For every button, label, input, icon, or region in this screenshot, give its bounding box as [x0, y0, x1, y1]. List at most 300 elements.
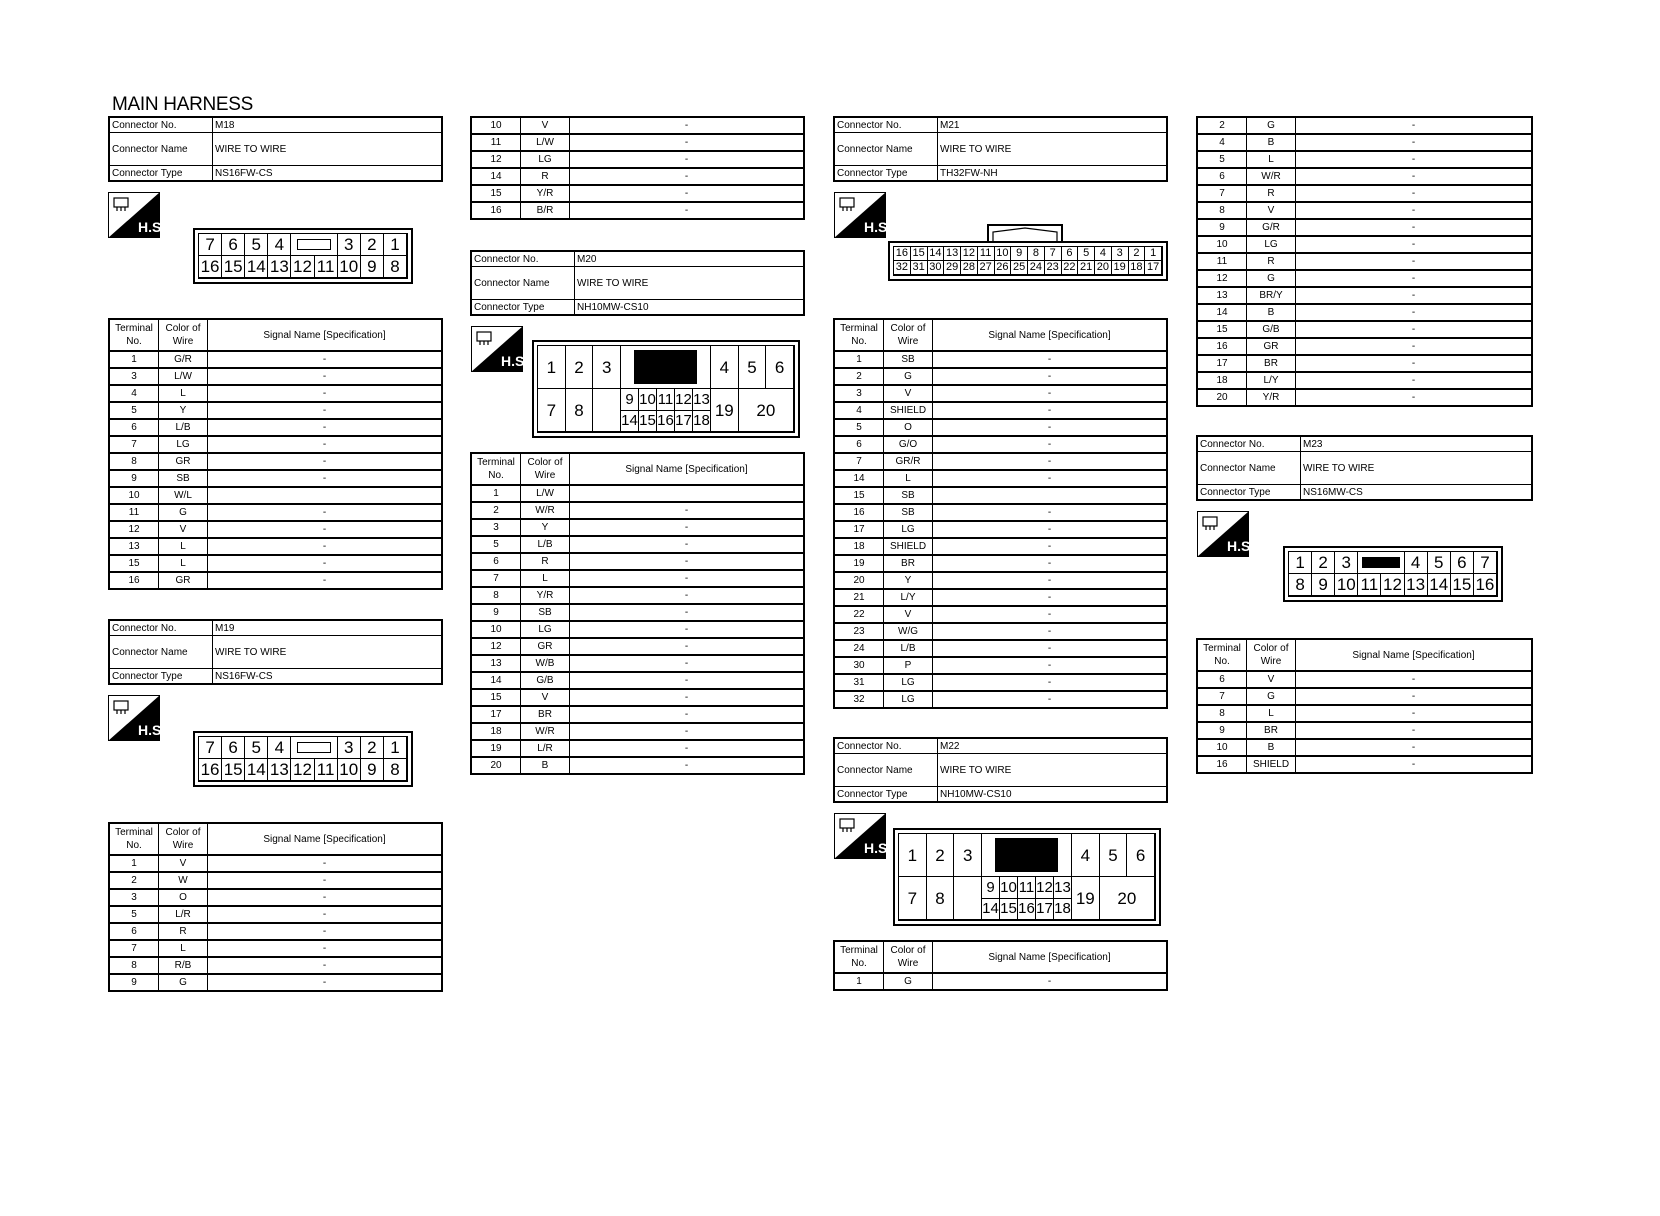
table-row: [471, 757, 804, 774]
pin-cell: 15: [222, 759, 245, 781]
wire-color-cell: Y/R: [1247, 389, 1296, 406]
wire-color-cell: W/R: [1247, 168, 1296, 185]
pin-cell: 8: [384, 759, 407, 781]
wire-color-cell: B/R: [521, 202, 570, 219]
table-row: [109, 923, 442, 940]
pin-cell: 1: [1145, 247, 1162, 261]
wire-color-cell: R: [521, 553, 570, 570]
pin-cell: 12: [291, 256, 314, 278]
pin-cell: 16: [1474, 574, 1497, 596]
connector-face-m21: [888, 241, 1168, 281]
pin-cell: 4: [1072, 834, 1100, 877]
pin-cell: 9: [1312, 574, 1335, 596]
table-row: [471, 604, 804, 621]
wire-color-cell: GR: [159, 572, 208, 589]
wire-color-cell: L: [1247, 705, 1296, 722]
pin-cell: 1: [384, 234, 407, 256]
connector-type-value: TH32FW-NH: [938, 166, 1168, 182]
wire-color-cell: L/B: [884, 640, 933, 657]
wire-color-cell: L: [521, 570, 570, 587]
wire-color-cell: GR/R: [884, 453, 933, 470]
table-row: [1197, 705, 1532, 722]
pin-cell: 9: [621, 389, 639, 411]
table-row: [109, 402, 442, 419]
pin-cell: 20: [1100, 877, 1155, 920]
pin-cell: 16: [894, 247, 911, 261]
pin-cell: 3: [338, 737, 361, 759]
pin-cell: 18: [1129, 261, 1146, 275]
connector-face-m23: [1283, 546, 1503, 602]
terminal-no-cell: 5: [109, 906, 159, 923]
terminal-no-cell: 1: [834, 973, 884, 990]
label-connector-type: Connector Type: [1197, 485, 1301, 501]
pin-cell: 2: [1129, 247, 1146, 261]
terminal-no-cell: 13: [471, 655, 521, 672]
signal-name-cell: -: [1296, 202, 1533, 219]
header-color-of-wire: Color of Wire: [159, 823, 208, 855]
signal-name-cell: -: [1296, 338, 1533, 355]
pin-cell: 5: [1100, 834, 1128, 877]
pin-cell: 28: [961, 261, 978, 275]
table-row: [109, 855, 442, 872]
header-terminal-no: Terminal No.: [834, 941, 884, 973]
table-row: [1197, 219, 1532, 236]
label-connector-no: Connector No.: [109, 620, 213, 636]
signal-name-cell: -: [1296, 270, 1533, 287]
signal-name-cell: -: [570, 536, 805, 553]
wire-color-cell: G: [884, 973, 933, 990]
connector-no-value: M19: [213, 620, 443, 636]
terminal-no-cell: 15: [834, 487, 884, 504]
wire-color-cell: V: [159, 521, 208, 538]
signal-name-cell: -: [208, 923, 443, 940]
signal-name-cell: -: [1296, 117, 1533, 134]
connector-no-value: M18: [213, 117, 443, 133]
table-row: [109, 957, 442, 974]
terminal-no-cell: 13: [109, 538, 159, 555]
signal-name-cell: -: [570, 757, 805, 774]
table-row: [109, 368, 442, 385]
header-color-of-wire: Color of Wire: [1247, 639, 1296, 671]
terminal-no-cell: 1: [471, 485, 521, 502]
wire-color-cell: G/R: [1247, 219, 1296, 236]
header-color-of-wire: Color of Wire: [884, 941, 933, 973]
table-row: [1197, 756, 1532, 773]
signal-name-cell: -: [570, 202, 805, 219]
wire-color-cell: GR: [1247, 338, 1296, 355]
table-row: [109, 453, 442, 470]
wire-color-cell: BR: [884, 555, 933, 572]
signal-name-cell: -: [1296, 321, 1533, 338]
cavity-slot: [1362, 557, 1401, 568]
svg-text:H.S.: H.S.: [864, 840, 892, 856]
pin-cell: 10: [338, 256, 361, 278]
label-connector-name: Connector Name: [834, 133, 938, 166]
terminal-no-cell: 31: [834, 674, 884, 691]
wire-color-cell: Y: [884, 572, 933, 589]
signal-name-cell: -: [208, 872, 443, 889]
wire-color-cell: SB: [159, 470, 208, 487]
header-terminal-no: Terminal No.: [109, 823, 159, 855]
connector-face-m20: [532, 340, 800, 438]
terminal-no-cell: 7: [109, 940, 159, 957]
table-row: [1197, 185, 1532, 202]
terminal-no-cell: 5: [109, 402, 159, 419]
connector-name-value: WIRE TO WIRE: [213, 636, 443, 669]
terminal-no-cell: 15: [471, 689, 521, 706]
table-row: [109, 487, 442, 504]
signal-name-cell: -: [1296, 287, 1533, 304]
table-row: [471, 134, 804, 151]
table-row: [109, 436, 442, 453]
signal-name-cell: -: [208, 957, 443, 974]
terminal-no-cell: 8: [1197, 705, 1247, 722]
signal-name-cell: -: [208, 368, 443, 385]
terminal-no-cell: 10: [1197, 236, 1247, 253]
signal-name-cell: -: [570, 117, 805, 134]
terminal-no-cell: 20: [834, 572, 884, 589]
pin-cell: 17: [1145, 261, 1162, 275]
table-row: [109, 940, 442, 957]
pin-cell: 20: [739, 389, 794, 432]
table-row: [834, 470, 1167, 487]
wire-color-cell: SB: [884, 504, 933, 521]
pin-cell: 23: [1045, 261, 1062, 275]
terminal-no-cell: 9: [109, 470, 159, 487]
cavity-slot: [995, 838, 1057, 872]
table-row: [834, 572, 1167, 589]
terminal-no-cell: 14: [471, 168, 521, 185]
signal-name-cell: -: [570, 134, 805, 151]
table-row: [471, 723, 804, 740]
harness-side-icon: [471, 326, 529, 372]
pin-cell: 19: [711, 389, 739, 432]
wire-color-cell: LG: [521, 621, 570, 638]
label-connector-name: Connector Name: [109, 636, 213, 669]
table-row: [1197, 389, 1532, 406]
wire-color-cell: G: [159, 504, 208, 521]
pin-cell: 5: [245, 234, 268, 256]
table-row: [834, 521, 1167, 538]
wire-color-cell: V: [521, 689, 570, 706]
terminal-no-cell: 17: [471, 706, 521, 723]
wire-color-cell: O: [884, 419, 933, 436]
signal-name-cell: -: [570, 185, 805, 202]
wire-color-cell: L/W: [521, 134, 570, 151]
pin-cell: 5: [1078, 247, 1095, 261]
terminal-table-m23: [1196, 638, 1533, 774]
wire-color-cell: B: [1247, 304, 1296, 321]
wire-color-cell: W/R: [521, 723, 570, 740]
pin-cell: 5: [1428, 552, 1451, 574]
table-row: [834, 623, 1167, 640]
wire-color-cell: B: [521, 757, 570, 774]
wire-color-cell: W/B: [521, 655, 570, 672]
pin-cell: 12: [961, 247, 978, 261]
signal-name-cell: -: [570, 168, 805, 185]
pin-cell: 14: [245, 256, 268, 278]
pin-cell: 10: [338, 759, 361, 781]
wire-color-cell: L: [159, 555, 208, 572]
svg-text:H.S.: H.S.: [138, 722, 166, 738]
table-row: [109, 351, 442, 368]
table-row: [1197, 168, 1532, 185]
harness-side-icon: [1197, 511, 1255, 557]
table-row: [471, 655, 804, 672]
pin-cell: 16: [657, 411, 675, 433]
table-row: [834, 402, 1167, 419]
table-row: [834, 640, 1167, 657]
signal-name-cell: -: [933, 419, 1168, 436]
signal-name-cell: -: [933, 691, 1168, 708]
table-row: [1197, 304, 1532, 321]
table-row: [1197, 372, 1532, 389]
signal-name-cell: -: [208, 521, 443, 538]
wire-color-cell: SHIELD: [884, 538, 933, 555]
terminal-no-cell: 10: [109, 487, 159, 504]
svg-text:H.S.: H.S.: [501, 353, 529, 369]
table-row: [109, 872, 442, 889]
connector-name-value: WIRE TO WIRE: [1301, 452, 1533, 485]
terminal-no-cell: 16: [1197, 338, 1247, 355]
table-row: [1197, 151, 1532, 168]
pin-cell: 7: [538, 389, 566, 432]
table-row: [1197, 202, 1532, 219]
pin-cell: 3: [954, 834, 982, 877]
pin-cell: 12: [675, 389, 693, 411]
pin-cell: 6: [1127, 834, 1155, 877]
signal-name-cell: -: [208, 538, 443, 555]
signal-name-cell: -: [1296, 688, 1533, 705]
signal-name-cell: -: [933, 572, 1168, 589]
terminal-no-cell: 1: [109, 855, 159, 872]
signal-name-cell: -: [933, 368, 1168, 385]
table-row: [1197, 253, 1532, 270]
pin-cell: 15: [639, 411, 657, 433]
signal-name-cell: -: [1296, 355, 1533, 372]
pin-cell: 10: [995, 247, 1012, 261]
wire-color-cell: L: [159, 940, 208, 957]
signal-name-cell: -: [208, 572, 443, 589]
pin-cell: 15: [222, 256, 245, 278]
wire-color-cell: W/G: [884, 623, 933, 640]
signal-name-cell: -: [208, 974, 443, 991]
terminal-no-cell: 8: [109, 453, 159, 470]
wire-color-cell: LG: [1247, 236, 1296, 253]
wire-color-cell: G/B: [521, 672, 570, 689]
terminal-no-cell: 21: [834, 589, 884, 606]
signal-name-cell: -: [1296, 739, 1533, 756]
pin-cell: 9: [361, 759, 384, 781]
table-row: [834, 419, 1167, 436]
connector-info-m22: [833, 737, 1168, 803]
pin-cell: 5: [739, 346, 767, 389]
wire-color-cell: LG: [884, 691, 933, 708]
label-connector-no: Connector No.: [1197, 436, 1301, 452]
terminal-no-cell: 2: [471, 502, 521, 519]
wire-color-cell: L: [884, 470, 933, 487]
svg-text:H.S.: H.S.: [864, 219, 892, 235]
pin-cell: 13: [1405, 574, 1428, 596]
signal-name-cell: -: [1296, 705, 1533, 722]
terminal-no-cell: 5: [834, 419, 884, 436]
header-signal-name: Signal Name [Specification]: [208, 823, 443, 855]
signal-name-cell: -: [570, 672, 805, 689]
signal-name-cell: -: [1296, 389, 1533, 406]
wire-color-cell: SHIELD: [884, 402, 933, 419]
signal-name-cell: -: [208, 402, 443, 419]
terminal-no-cell: 6: [834, 436, 884, 453]
pin-cell: 1: [1289, 552, 1312, 574]
pin-cell: 8: [384, 256, 407, 278]
terminal-no-cell: 10: [471, 621, 521, 638]
signal-name-cell: [208, 487, 443, 504]
harness-side-icon: [834, 192, 892, 238]
terminal-no-cell: 3: [109, 368, 159, 385]
pin-cell: 9: [361, 256, 384, 278]
header-terminal-no: Terminal No.: [109, 319, 159, 351]
terminal-no-cell: 9: [109, 974, 159, 991]
pin-cell: 12: [1036, 877, 1054, 899]
header-terminal-no: Terminal No.: [1197, 639, 1247, 671]
wire-color-cell: L/W: [159, 368, 208, 385]
table-row: [471, 638, 804, 655]
terminal-no-cell: 14: [834, 470, 884, 487]
cavity-slot: [297, 742, 331, 752]
table-row: [1197, 117, 1532, 134]
wire-color-cell: BR: [521, 706, 570, 723]
connector-latch-m21: [987, 224, 1063, 242]
pin-cell: 16: [199, 759, 222, 781]
wire-color-cell: L: [159, 538, 208, 555]
signal-name-cell: -: [208, 436, 443, 453]
terminal-no-cell: 16: [109, 572, 159, 589]
connector-name-value: WIRE TO WIRE: [938, 133, 1168, 166]
terminal-no-cell: 24: [834, 640, 884, 657]
table-row: [834, 973, 1167, 990]
pin-cell: 7: [1474, 552, 1497, 574]
terminal-no-cell: 23: [834, 623, 884, 640]
label-connector-type: Connector Type: [109, 669, 213, 685]
terminal-no-cell: 12: [471, 638, 521, 655]
wire-color-cell: G: [1247, 688, 1296, 705]
pin-cell: 4: [1405, 552, 1428, 574]
signal-name-cell: -: [208, 351, 443, 368]
terminal-no-cell: 22: [834, 606, 884, 623]
pin-cell: 14: [982, 899, 1000, 921]
pin-cell: 8: [1289, 574, 1312, 596]
connector-type-value: NH10MW-CS10: [575, 300, 805, 316]
cavity-slot: [297, 239, 331, 249]
signal-name-cell: -: [933, 623, 1168, 640]
terminal-no-cell: 8: [1197, 202, 1247, 219]
table-row: [1197, 722, 1532, 739]
table-row: [471, 672, 804, 689]
pin-cell: 13: [268, 256, 291, 278]
terminal-table-m22: [833, 940, 1168, 991]
terminal-no-cell: 8: [471, 587, 521, 604]
pin-cell: 17: [675, 411, 693, 433]
terminal-no-cell: 10: [471, 117, 521, 134]
terminal-no-cell: 13: [1197, 287, 1247, 304]
pin-cell: 2: [361, 234, 384, 256]
table-row: [834, 691, 1167, 708]
wire-color-cell: SB: [884, 351, 933, 368]
pin-cell: 11: [1018, 877, 1036, 899]
label-connector-type: Connector Type: [834, 166, 938, 182]
connector-type-value: NS16MW-CS: [1301, 485, 1533, 501]
pin-cell: 11: [978, 247, 995, 261]
pin-cell: 6: [766, 346, 794, 389]
terminal-no-cell: 20: [471, 757, 521, 774]
pin-cell: 7: [1045, 247, 1062, 261]
table-row: [1197, 739, 1532, 756]
wire-color-cell: GR: [521, 638, 570, 655]
pin-cell: 3: [338, 234, 361, 256]
wire-color-cell: R: [159, 923, 208, 940]
wire-color-cell: L: [1247, 151, 1296, 168]
header-color-of-wire: Color of Wire: [884, 319, 933, 351]
terminal-no-cell: 8: [109, 957, 159, 974]
terminal-no-cell: 6: [109, 419, 159, 436]
connector-info-m19: [108, 619, 443, 685]
pin-cell: 11: [315, 759, 338, 781]
connector-name-value: WIRE TO WIRE: [938, 754, 1168, 787]
wire-color-cell: G: [1247, 117, 1296, 134]
wire-color-cell: R/B: [159, 957, 208, 974]
pin-cell: 16: [1018, 899, 1036, 921]
cavity-empty: [593, 389, 621, 432]
pin-cell: 14: [621, 411, 639, 433]
table-row: [471, 151, 804, 168]
label-connector-type: Connector Type: [109, 166, 213, 182]
label-connector-type: Connector Type: [834, 787, 938, 803]
wire-color-cell: V: [159, 855, 208, 872]
signal-name-cell: -: [208, 555, 443, 572]
pin-cell: 14: [928, 247, 945, 261]
wire-color-cell: L/Y: [884, 589, 933, 606]
svg-text:H.S.: H.S.: [138, 219, 166, 235]
cavity-key: [982, 834, 1072, 877]
pin-cell: 15: [1000, 899, 1018, 921]
terminal-no-cell: 12: [471, 151, 521, 168]
pin-cell: 7: [199, 737, 222, 759]
pin-cell: 31: [911, 261, 928, 275]
signal-name-cell: -: [570, 587, 805, 604]
signal-name-cell: -: [1296, 168, 1533, 185]
terminal-no-cell: 12: [1197, 270, 1247, 287]
pin-cell: 6: [222, 737, 245, 759]
wire-color-cell: BR: [1247, 722, 1296, 739]
signal-name-cell: -: [1296, 134, 1533, 151]
wire-color-cell: V: [884, 385, 933, 402]
wire-color-cell: SHIELD: [1247, 756, 1296, 773]
table-row: [109, 974, 442, 991]
terminal-no-cell: 18: [834, 538, 884, 555]
pin-cell: 9: [982, 877, 1000, 899]
signal-name-cell: -: [933, 504, 1168, 521]
terminal-no-cell: 9: [1197, 722, 1247, 739]
pin-cell: 8: [927, 877, 955, 920]
label-connector-no: Connector No.: [834, 117, 938, 133]
wire-color-cell: V: [521, 117, 570, 134]
signal-name-cell: -: [570, 151, 805, 168]
signal-name-cell: -: [933, 402, 1168, 419]
table-row: [471, 536, 804, 553]
pin-cell: 14: [1428, 574, 1451, 596]
connector-type-value: NS16FW-CS: [213, 669, 443, 685]
pin-cell: 21: [1078, 261, 1095, 275]
